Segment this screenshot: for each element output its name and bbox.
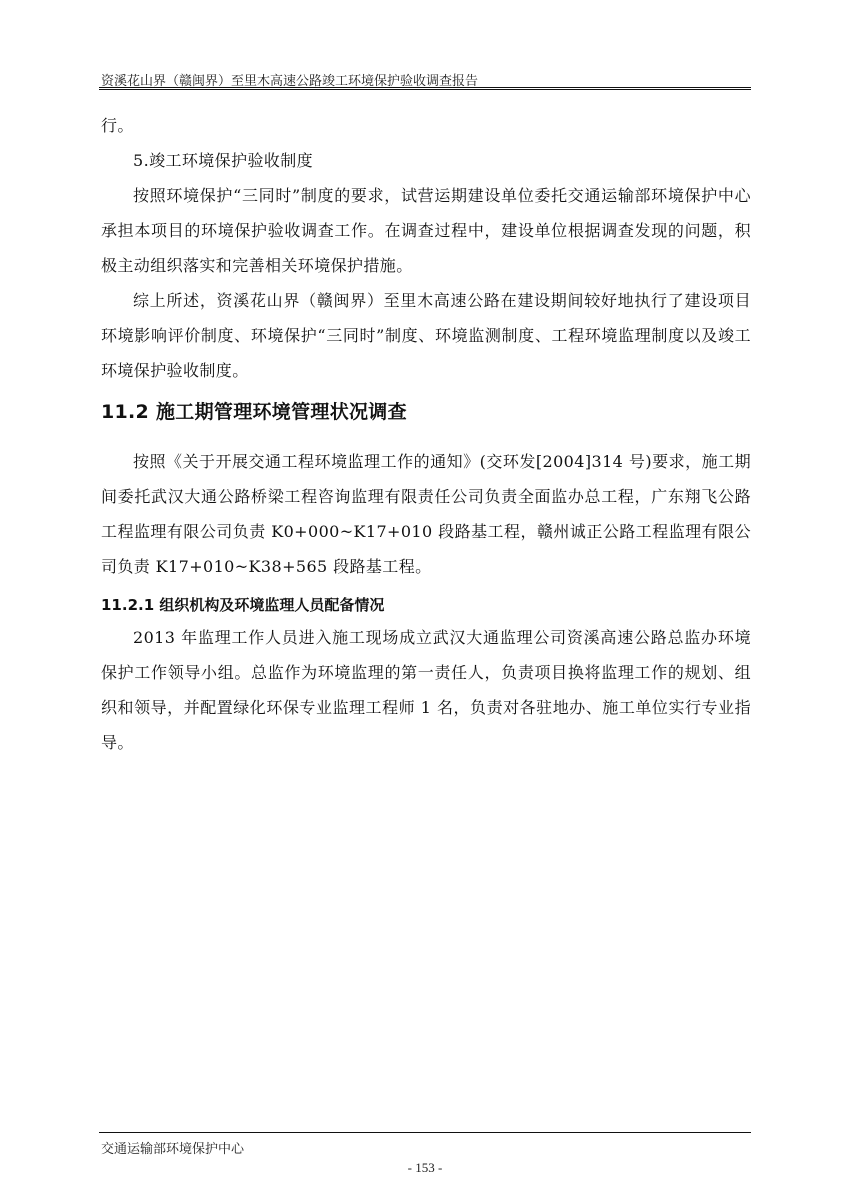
- header-rule: [99, 87, 751, 90]
- paragraph: 2013 年监理工作人员进入施工现场成立武汉大通监理公司资溪高速公路总监办环境保护工作领导小组。总监作为环境监理的第一责任人，负责项目换将监理工作的规划、组织和领导，并配置绿化环保专业监理工程师 1 名，负责对各驻地办、施工单位实行专业指导。: [101, 628, 751, 752]
- subsection-heading: 11.2.1 组织机构及环境监理人员配备情况: [101, 596, 385, 614]
- continued-paragraph: 行。: [101, 116, 134, 135]
- footer-organization: 交通运输部环境保护中心: [101, 1142, 245, 1157]
- paragraph: 按照《关于开展交通工程环境监理工作的通知》(交环发[2004]314 号)要求，施工期间委托武汉大通公路桥梁工程咨询监理有限责任公司负责全面监办总工程，广东翔飞公路工程监理有限公司负责 K0+000~K17+010 段路基工程，赣州诚正公路工程监理有限公司负责 K17+010~K38+565 段路基工程。: [101, 452, 751, 576]
- summary-paragraph: 综上所述，资溪花山界（赣闽界）至里木高速公路在建设期间较好地执行了建设项目环境影响评价制度、环境保护“三同时”制度、环境监测制度、工程环境监理制度以及竣工环境保护验收制度。: [101, 291, 751, 380]
- page-number: - 153 -: [407, 1160, 443, 1175]
- paragraph: 按照环境保护“三同时”制度的要求，试营运期建设单位委托交通运输部环境保护中心承担本项目的环境保护验收调查工作。在调查过程中，建设单位根据调查发现的问题，积极主动组织落实和完善相关环境保护措施。: [101, 186, 751, 275]
- running-header-title: 资溪花山界（赣闽界）至里木高速公路竣工环境保护验收调查报告: [101, 74, 479, 89]
- item-heading: 5.竣工环境保护验收制度: [133, 151, 314, 170]
- footer-rule: [99, 1132, 751, 1133]
- section-heading: 11.2 施工期管理环境管理状况调查: [101, 401, 407, 423]
- page-body: [101, 108, 751, 760]
